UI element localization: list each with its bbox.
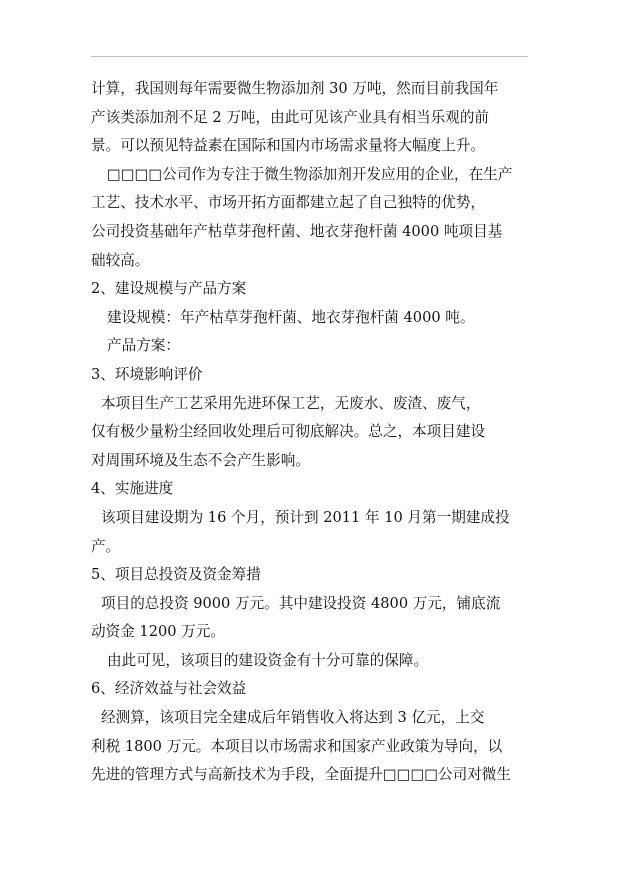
text-line: 该项目建设期为 16 个月，预计到 2011 年 10 月第一期建成投 xyxy=(101,508,510,526)
text-line: 础较高。 xyxy=(91,251,150,269)
text-line: 先进的管理方式与高新技术为手段，全面提升□□□□公司对微生 xyxy=(91,766,512,784)
text-line: 建设规模：年产枯草芽孢杆菌、地衣芽孢杆菌 4000 吨。 xyxy=(107,308,475,326)
header-rule xyxy=(91,56,528,57)
text-line: 产。 xyxy=(91,537,121,555)
section-heading: 3、环境影响评价 xyxy=(91,365,203,383)
text-line: 项目的总投资 9000 万元。其中建设投资 4800 万元，铺底流 xyxy=(101,594,501,612)
section-heading: 2、建设规模与产品方案 xyxy=(91,280,247,298)
text-line: 仅有极少量粉尘经回收处理后可彻底解决。总之，本项目建设 xyxy=(91,423,486,441)
text-line: 工艺、技术水平、市场开拓方面都建立起了自己独特的优势， xyxy=(91,194,486,212)
text-line: 动资金 1200 万元。 xyxy=(91,623,225,641)
text-line: 景。可以预见特益素在国际和国内市场需求量将大幅度上升。 xyxy=(91,137,486,155)
text-line: 产品方案： xyxy=(107,337,180,355)
text-line: 计算，我国则每年需要微生物添加剂 30 万吨，然而目前我国年 xyxy=(91,80,499,97)
text-line: 由此可见，该项目的建设资金有十分可靠的保障。 xyxy=(107,651,429,669)
document-body xyxy=(91,75,536,790)
text-line: 本项目生产工艺采用先进环保工艺，无废水、废渣、废气， xyxy=(101,394,481,412)
text-line: 经测算，该项目完全建成后年销售收入将达到 3 亿元，上交 xyxy=(101,709,485,727)
section-heading: 5、项目总投资及资金筹措 xyxy=(91,566,261,584)
section-heading: 4、实施进度 xyxy=(91,480,174,498)
text-line: 公司投资基础年产枯草芽孢杆菌、地衣芽孢杆菌 4000 吨项目基 xyxy=(91,222,503,240)
text-line: □□□□公司作为专注于微生物添加剂开发应用的企业，在生产 xyxy=(107,165,513,183)
text-line: 对周围环境及生态不会产生影响。 xyxy=(91,451,310,469)
text-line: 产该类添加剂不足 2 万吨，由此可见该产业具有相当乐观的前 xyxy=(91,108,490,126)
section-heading: 6、经济效益与社会效益 xyxy=(91,680,247,698)
text-line: 利税 1800 万元。本项目以市场需求和国家产业政策为导向，以 xyxy=(91,737,503,755)
